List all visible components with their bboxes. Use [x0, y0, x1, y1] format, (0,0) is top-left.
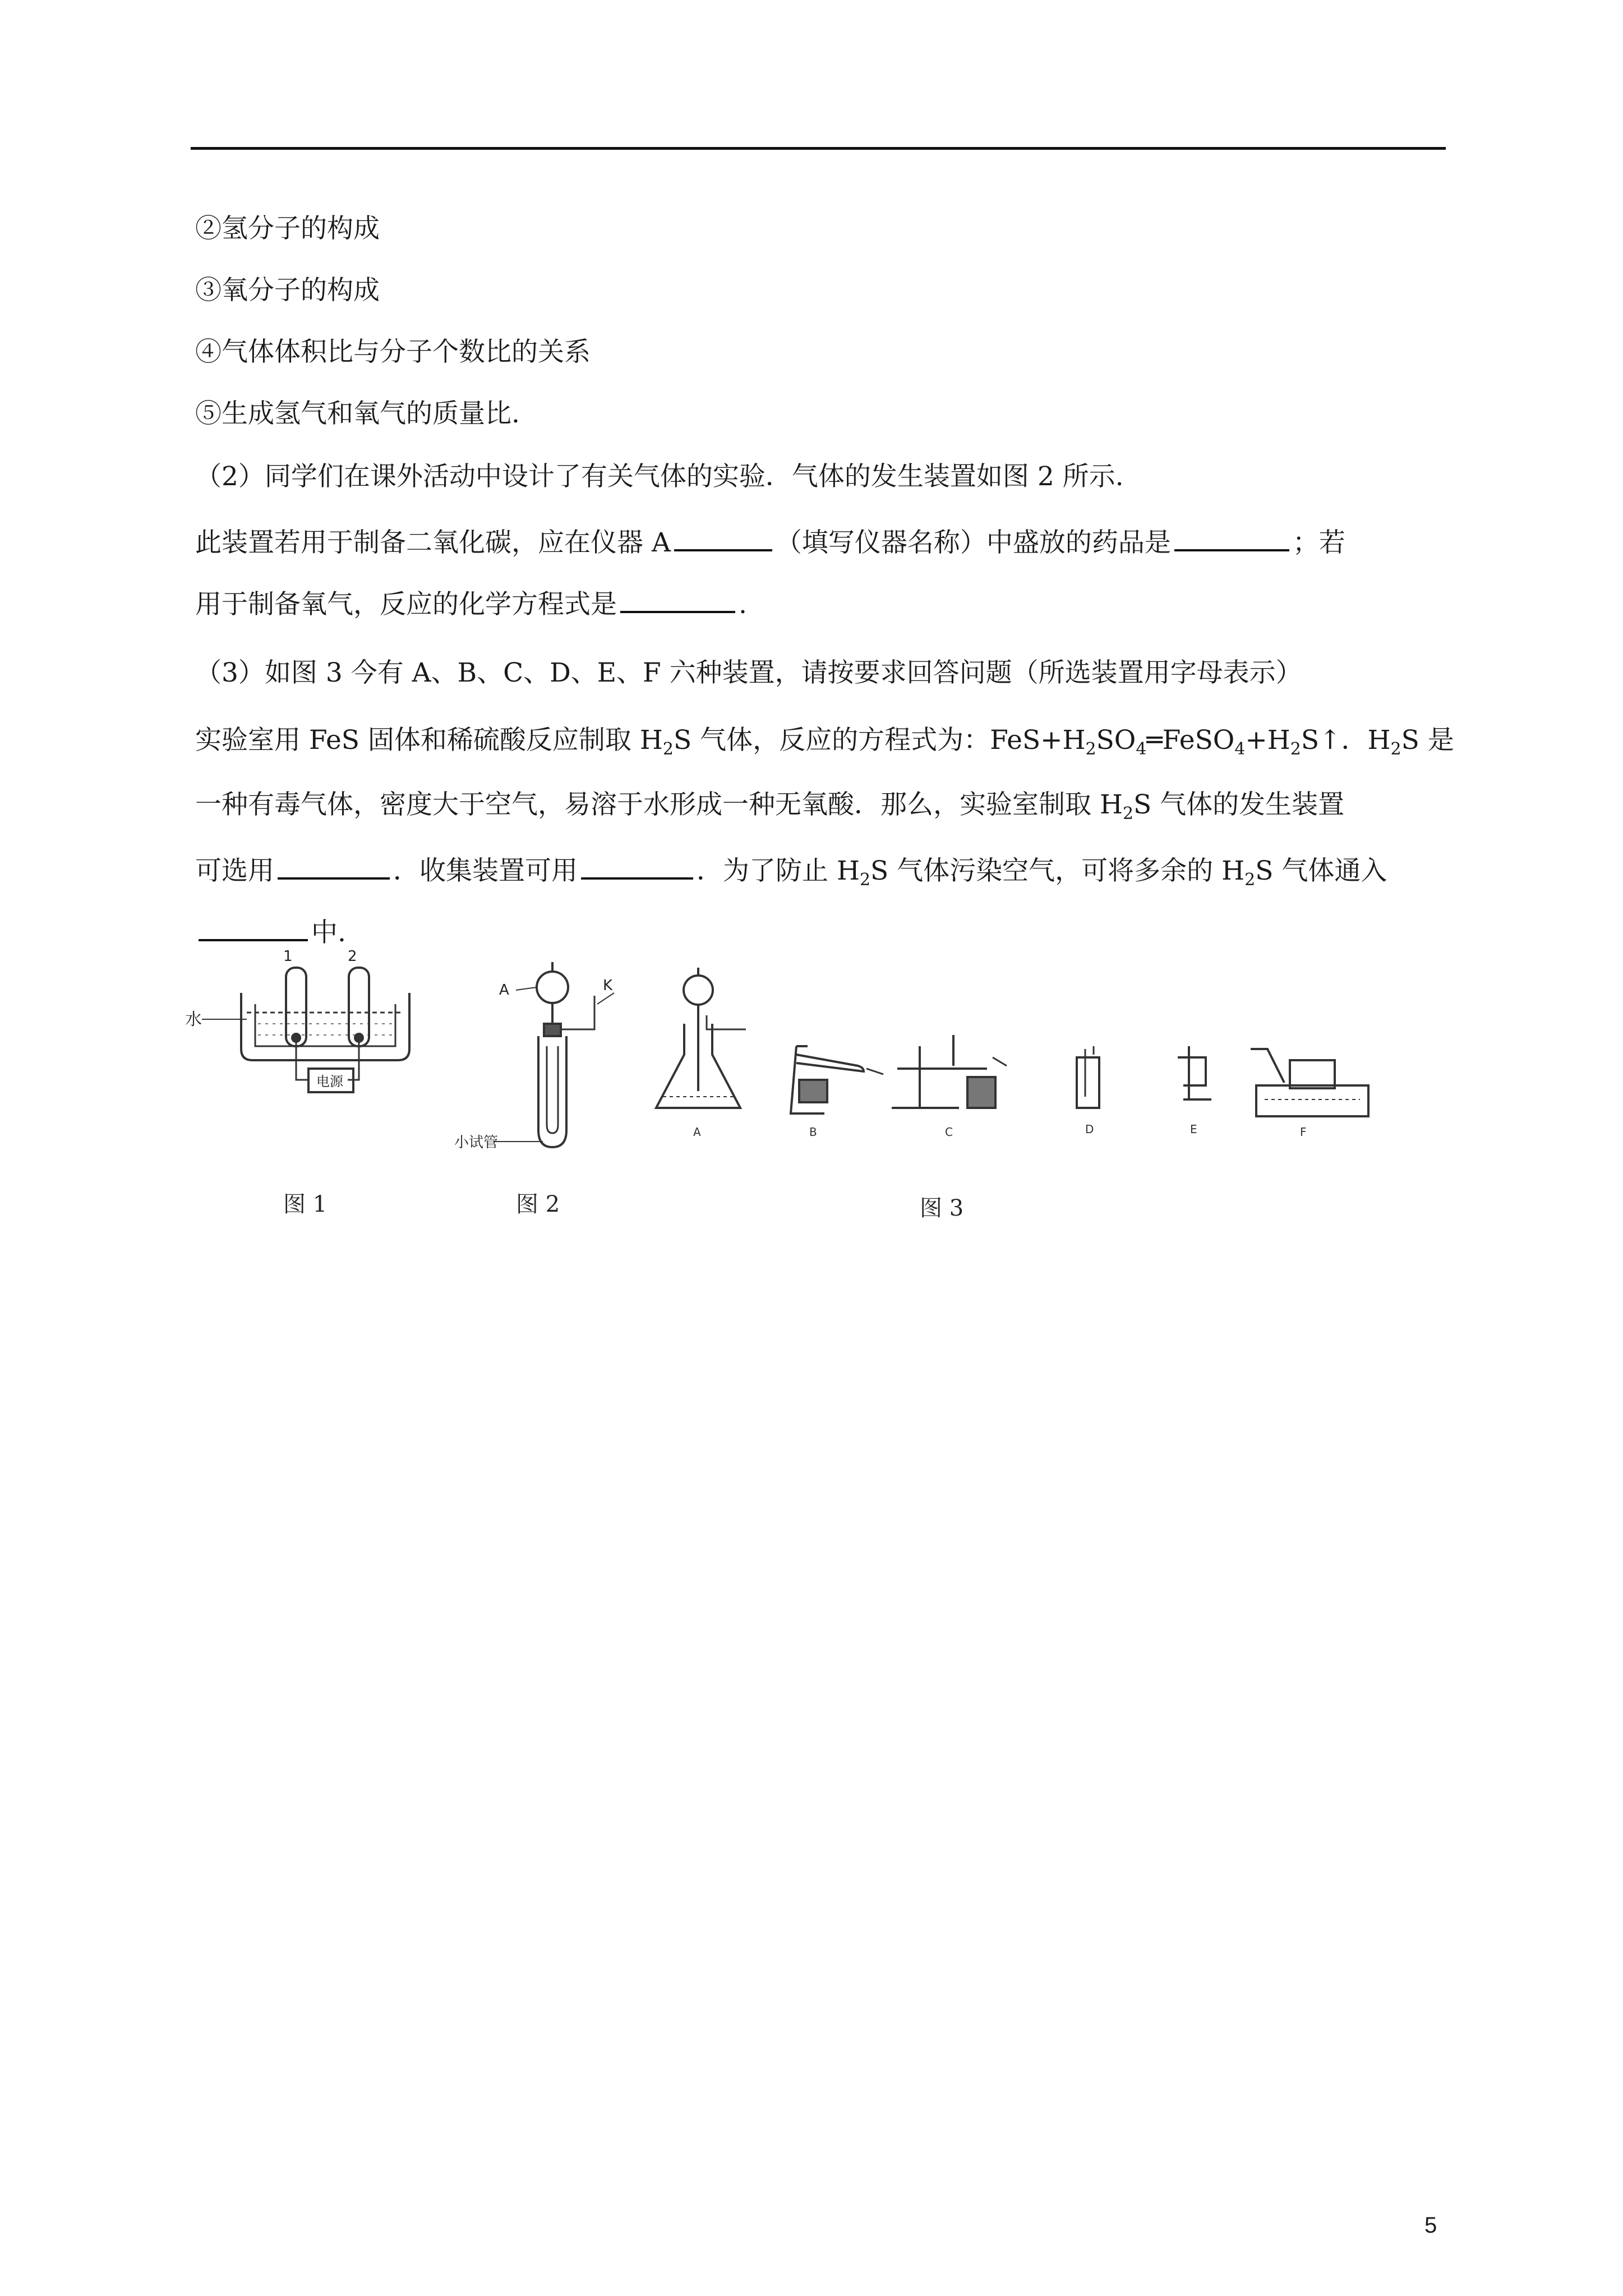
subscript: 2	[1290, 739, 1301, 759]
subscript: 2	[1244, 870, 1256, 890]
subscript: 2	[859, 870, 871, 890]
text-fragment: 实验室用 FeS 固体和稀硫酸反应制取 H	[195, 725, 663, 756]
subscript: 2	[1122, 804, 1134, 823]
text-fragment: 中.	[311, 917, 346, 948]
header-rule	[191, 147, 1446, 150]
text-fragment: 此装置若用于制备二氧化碳，应在仪器 A	[195, 527, 671, 558]
text-fragment: 可选用	[195, 855, 274, 886]
answer-blank[interactable]	[674, 524, 772, 551]
text-fragment: （填写仪器名称）中盛放的药品是	[775, 527, 1171, 558]
tube-1-label: 1	[283, 948, 293, 965]
page-number: 5	[1424, 2213, 1437, 2238]
text-fragment: S 气体，反应的方程式为：FeS+H	[673, 725, 1086, 756]
subscript: 2	[1085, 739, 1096, 759]
power-label: 电源	[316, 1074, 343, 1089]
list-item: ③氧分子的构成	[195, 275, 380, 306]
water-label: 水	[185, 1010, 202, 1029]
subscript: 4	[1136, 739, 1147, 759]
text-fragment: SO	[1096, 725, 1136, 756]
figure-2-generator	[494, 962, 614, 1147]
question-3-line2	[195, 788, 1344, 831]
question-2-line2	[195, 586, 747, 622]
answer-blank[interactable]	[620, 586, 735, 613]
text-fragment: 用于制备氧气，反应的化学方程式是	[195, 589, 617, 620]
text-fragment: S↑．H	[1301, 725, 1391, 756]
apparatus-b-label: B	[809, 1125, 817, 1139]
question-3-line4	[195, 914, 346, 950]
tube-2-label: 2	[348, 948, 357, 965]
question-2-line1	[195, 524, 1345, 560]
apparatus-e-label: E	[1190, 1122, 1197, 1136]
list-item: ②氢分子的构成	[195, 213, 380, 244]
apparatus-a-label: A	[693, 1125, 701, 1139]
answer-blank[interactable]	[199, 914, 308, 941]
list-item: ⑤生成氢气和氧气的质量比.	[195, 398, 520, 429]
question-3-line3	[195, 853, 1387, 897]
text-fragment: .	[739, 589, 747, 620]
figure-3-caption: 图 3	[920, 1195, 964, 1221]
subscript: 2	[662, 739, 674, 759]
small-tube-label: 小试管	[454, 1134, 499, 1151]
text-fragment: S 是	[1401, 725, 1454, 756]
figure-2-caption: 图 2	[516, 1191, 560, 1217]
text-fragment: ．收集装置可用	[393, 855, 578, 886]
label-a: A	[499, 982, 509, 999]
question-2-intro: （2）同学们在课外活动中设计了有关气体的实验．气体的发生装置如图 2 所示.	[195, 461, 1124, 492]
apparatus-figures	[185, 948, 1374, 1226]
text-fragment: ═FeSO	[1146, 725, 1235, 756]
figure-1-electrolysis	[202, 968, 409, 1092]
text-fragment: S 气体污染空气，可将多余的 H	[870, 855, 1245, 886]
text-fragment: ．为了防止 H	[697, 855, 860, 886]
text-fragment: S 气体的发生装置	[1133, 789, 1345, 820]
answer-blank[interactable]	[1174, 524, 1289, 551]
answer-blank[interactable]	[278, 853, 390, 880]
subscript: 4	[1234, 739, 1246, 759]
answer-blank[interactable]	[581, 853, 693, 880]
apparatus-c-label: C	[945, 1125, 953, 1139]
text-fragment: ；若	[1292, 527, 1345, 558]
question-3-line1	[195, 724, 1454, 766]
label-k: K	[603, 977, 613, 994]
text-fragment: +H	[1245, 725, 1290, 756]
apparatus-d-label: D	[1085, 1122, 1094, 1136]
question-3-intro: （3）如图 3 今有 A、B、C、D、E、F 六种装置，请按要求回答问题（所选装置用字母表示）	[195, 657, 1302, 688]
figure-3-apparatus	[656, 968, 1368, 1116]
text-fragment: S 气体通入	[1255, 855, 1387, 886]
figure-1-caption: 图 1	[283, 1191, 328, 1217]
text-fragment: 一种有毒气体，密度大于空气，易溶于水形成一种无氧酸．那么，实验室制取 H	[195, 789, 1123, 820]
list-item: ④气体体积比与分子个数比的关系	[195, 337, 591, 367]
subscript: 2	[1390, 739, 1401, 759]
apparatus-f-label: F	[1300, 1125, 1307, 1139]
